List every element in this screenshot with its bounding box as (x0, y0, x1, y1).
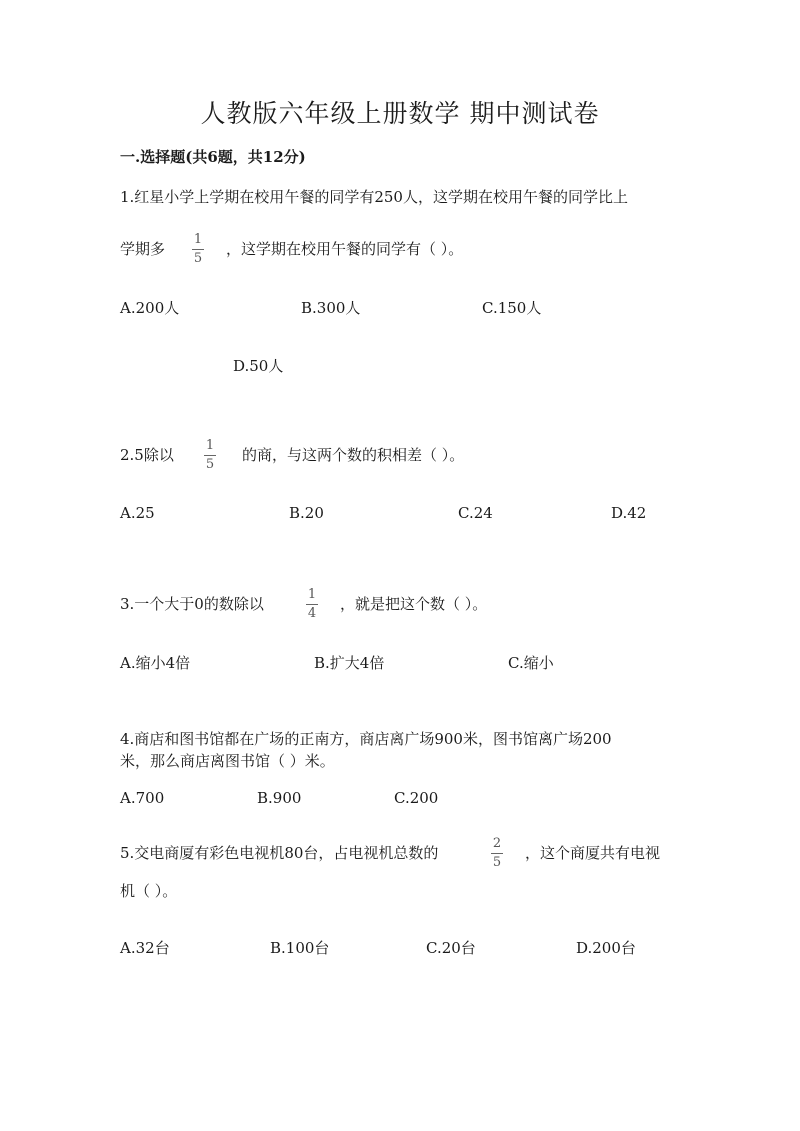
question-5-option-b[interactable]: B.100台 (270, 939, 330, 957)
question-4-option-a[interactable]: A.700 (120, 789, 165, 807)
question-1-post: ，这学期在校用午餐的同学有（ ）。 (226, 240, 464, 258)
question-1-fraction (192, 233, 204, 266)
question-5-option-c[interactable]: C.20台 (426, 939, 476, 957)
question-3-post: ，就是把这个数（ ）。 (340, 595, 488, 613)
fraction-numerator: 1 (307, 587, 317, 602)
fraction-bar (204, 455, 216, 456)
fraction-denominator: 5 (205, 457, 215, 472)
question-1-option-d[interactable]: D.50人 (233, 357, 284, 375)
fraction-bar (306, 604, 318, 605)
question-5-pre: 5.交电商厦有彩色电视机80台，占电视机总数的 (120, 844, 439, 862)
question-5-option-a[interactable]: A.32台 (120, 939, 170, 957)
question-4-line-2: 米，那么商店离图书馆（ ）米。 (120, 752, 335, 770)
question-4-option-b[interactable]: B.900 (257, 789, 302, 807)
page-title: 人教版六年级上册数学 期中测试卷 (200, 99, 600, 128)
question-5-option-d[interactable]: D.200台 (576, 939, 636, 957)
question-5-fraction (491, 837, 503, 870)
question-4-line-1: 4.商店和图书馆都在广场的正南方，商店离广场900米，图书馆离广场200 (120, 730, 612, 748)
question-2-option-a[interactable]: A.25 (120, 504, 155, 522)
question-3-pre: 3.一个大于0的数除以 (120, 595, 264, 613)
question-2-option-c[interactable]: C.24 (458, 504, 493, 522)
question-4-option-c[interactable]: C.200 (394, 789, 439, 807)
question-5-line-2: 机（ ）。 (120, 882, 178, 900)
fraction-numerator: 2 (492, 836, 502, 851)
question-3-fraction (306, 588, 318, 621)
question-2-pre: 2.5除以 (120, 446, 174, 464)
question-2-option-b[interactable]: B.20 (289, 504, 324, 522)
question-1-option-b[interactable]: B.300人 (301, 299, 361, 317)
question-2-option-d[interactable]: D.42 (611, 504, 647, 522)
question-1-option-a[interactable]: A.200人 (120, 299, 180, 317)
fraction-numerator: 1 (193, 232, 203, 247)
question-3-option-a[interactable]: A.缩小4倍 (120, 654, 191, 672)
question-3-option-b[interactable]: B.扩大4倍 (314, 654, 385, 672)
question-5-post: ，这个商厦共有电视 (525, 844, 661, 862)
question-2-post: 的商，与这两个数的积相差（ ）。 (242, 446, 465, 464)
question-1-option-c[interactable]: C.150人 (482, 299, 542, 317)
question-2-fraction (204, 439, 216, 472)
fraction-denominator: 4 (307, 606, 317, 621)
fraction-numerator: 1 (205, 438, 215, 453)
fraction-bar (192, 249, 204, 250)
question-1-pre: 学期多 (120, 240, 166, 258)
section-heading: 一.选择题(共6题，共12分) (120, 148, 306, 166)
fraction-denominator: 5 (193, 251, 203, 266)
question-3-option-c[interactable]: C.缩小 (508, 654, 554, 672)
fraction-bar (491, 853, 503, 854)
question-1-line-1: 1.红星小学上学期在校用午餐的同学有250人，这学期在校用午餐的同学比上 (120, 188, 628, 206)
fraction-denominator: 5 (492, 855, 502, 870)
